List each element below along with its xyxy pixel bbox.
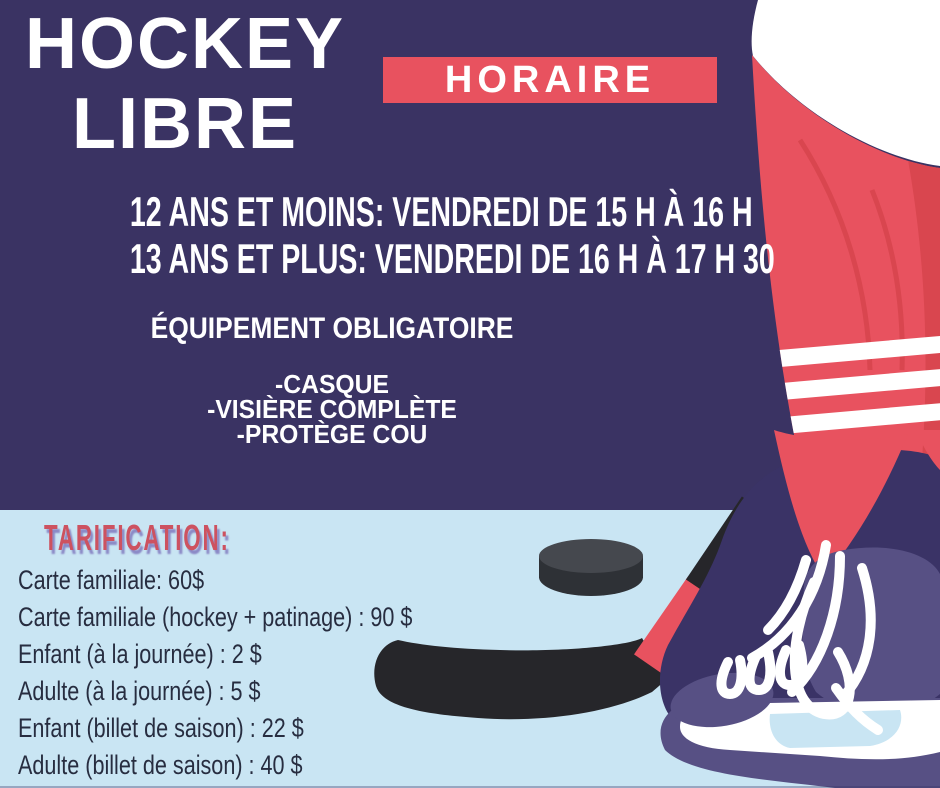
- schedule-block: [0, 188, 812, 282]
- pricing-item: Adulte (billet de saison) : 40 $: [18, 750, 303, 780]
- equipment-item: -VISIÈRE COMPLÈTE: [207, 394, 457, 424]
- equipment-title: ÉQUIPEMENT OBLIGATOIRE: [150, 312, 514, 345]
- pricing-title: TARIFICATION:: [44, 517, 230, 558]
- pricing-item: Carte familiale (hockey + patinage) : 90 $: [18, 602, 413, 632]
- banner-label: HORAIRE: [444, 59, 656, 101]
- equipment-list: [0, 369, 664, 449]
- poster-title: [20, 4, 350, 164]
- equipment-item: -PROTÈGE COU: [236, 419, 428, 449]
- pricing-item: Enfant (à la journée) : 2 $: [18, 639, 262, 669]
- hockey-puck: [539, 539, 643, 596]
- equipment-title-block: [0, 314, 664, 344]
- pricing-list: [18, 562, 511, 784]
- title-line-2: LIBRE: [72, 84, 298, 164]
- pricing-item: Adulte (à la journée) : 5 $: [18, 676, 261, 706]
- equipment-item: -CASQUE: [275, 369, 389, 399]
- pricing-item: Carte familiale: 60$: [18, 565, 205, 595]
- puck-top: [539, 539, 643, 573]
- schedule-line: 13 ANS ET PLUS: VENDREDI DE 16 H À 17 H 30: [129, 235, 775, 282]
- title-line-1: HOCKEY: [24, 4, 346, 84]
- pricing-item: Enfant (billet de saison) : 22 $: [18, 713, 304, 743]
- schedule-line: 12 ANS ET MOINS: VENDREDI DE 15 H À 16 H: [129, 188, 753, 235]
- horaire-banner: [383, 57, 717, 103]
